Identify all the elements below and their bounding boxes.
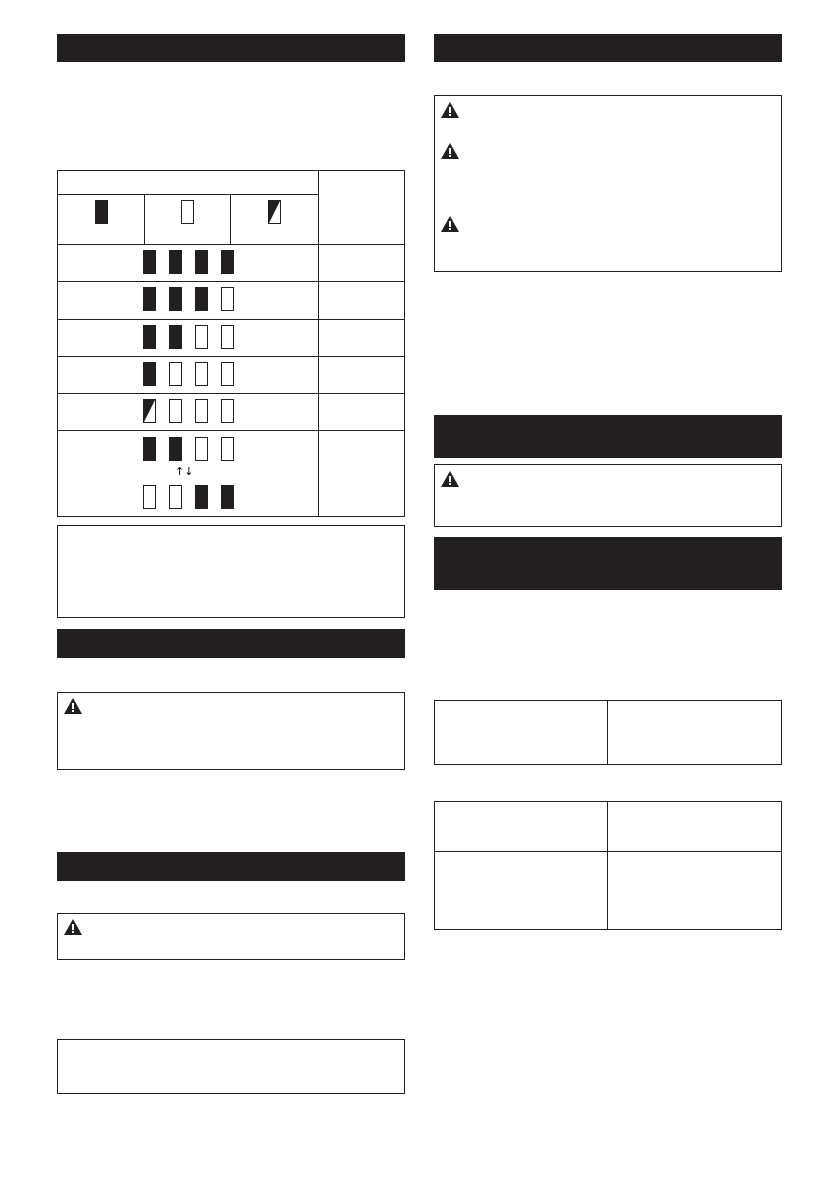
warning-triangle-icon — [64, 919, 82, 935]
indicator-lamp-on — [143, 250, 156, 274]
legend-lamp-off-icon — [181, 200, 194, 224]
indicator-lamp-off — [221, 362, 234, 386]
indicator-lamp-off — [169, 485, 182, 509]
indicator-lamp-on — [221, 485, 234, 509]
toggle-arrows: ↑↓ — [175, 465, 194, 478]
indicator-lamp-off — [169, 362, 182, 386]
indicator-lamp-on — [169, 325, 182, 349]
indicator-lamp-off — [169, 399, 182, 423]
indicator-lamp-on — [143, 287, 156, 311]
battery-indicator-table — [57, 170, 405, 517]
section-header-bar — [57, 34, 405, 62]
indicator-lamp-on — [143, 437, 156, 461]
section-header-bar — [57, 852, 405, 881]
indicator-lamp-on — [195, 485, 208, 509]
indicator-lamp-off — [195, 325, 208, 349]
two-column-table — [434, 700, 782, 765]
warning-triangle-icon — [441, 216, 459, 232]
indicator-lamp-off — [221, 399, 234, 423]
indicator-lamp-on — [169, 250, 182, 274]
caution-box — [434, 464, 782, 527]
note-box — [57, 1039, 405, 1094]
indicator-lamp-off — [195, 362, 208, 386]
warning-triangle-icon — [64, 698, 82, 714]
section-header-bar — [434, 415, 782, 458]
indicator-lamp-on — [143, 325, 156, 349]
indicator-lamp-on — [169, 287, 182, 311]
warning-triangle-icon — [441, 102, 459, 118]
indicator-lamp-off — [221, 287, 234, 311]
warning-triangle-icon — [441, 471, 459, 487]
two-column-table — [434, 801, 782, 930]
indicator-lamp-off — [221, 437, 234, 461]
section-header-bar — [434, 34, 782, 62]
warning-box — [434, 95, 782, 272]
indicator-lamp-on — [195, 287, 208, 311]
indicator-lamp-off — [195, 437, 208, 461]
indicator-lamp-on — [143, 362, 156, 386]
caution-box — [57, 692, 405, 770]
legend-lamp-on-icon — [95, 200, 108, 224]
indicator-lamp-on — [195, 250, 208, 274]
caution-box — [57, 913, 405, 960]
indicator-lamp-off — [143, 485, 156, 509]
indicator-lamp-on — [169, 437, 182, 461]
indicator-lamp-off — [195, 399, 208, 423]
note-box — [57, 525, 405, 618]
indicator-lamp-on — [221, 250, 234, 274]
legend-lamp-blinking-icon — [268, 200, 281, 224]
section-header-bar — [434, 537, 782, 590]
section-header-bar — [57, 629, 405, 658]
indicator-lamp-half — [143, 399, 156, 423]
indicator-lamp-off — [221, 325, 234, 349]
warning-triangle-icon — [441, 143, 459, 159]
